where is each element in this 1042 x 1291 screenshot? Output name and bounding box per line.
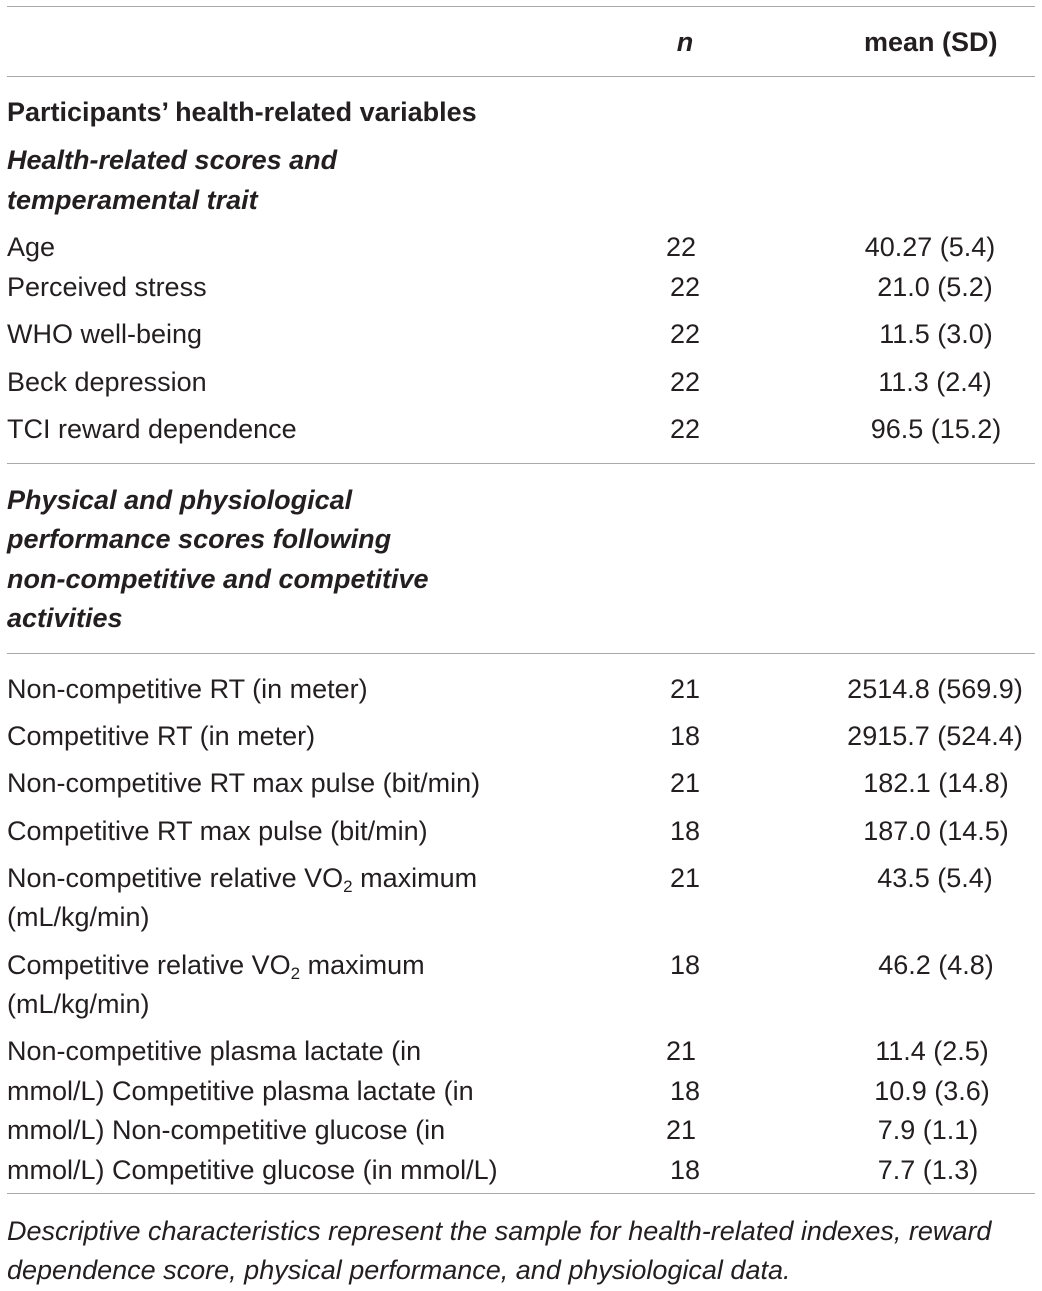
row-n: 21 (665, 1115, 697, 1145)
row-mean: 46.2 (4.8) (878, 950, 994, 980)
row-n: 18 (669, 1076, 701, 1106)
lactate-label-line2: mmol/L) Competitive plasma lactate (in (7, 1076, 474, 1106)
row-n: 22 (669, 414, 701, 444)
row-label: Non-competitive RT (in meter) (7, 674, 368, 704)
row-label-unit: (mL/kg/min) (7, 902, 150, 932)
column-header-mean: mean (SD) (864, 27, 998, 57)
row-n: 22 (669, 319, 701, 349)
column-header-n: n (676, 27, 694, 57)
lactate-label-line1: Non-competitive plasma lactate (in (7, 1036, 422, 1066)
row-n: 22 (665, 232, 697, 262)
row-mean: 96.5 (15.2) (870, 414, 1002, 444)
header-rule (7, 76, 1035, 77)
row-label: Age (7, 232, 56, 262)
row-label: Perceived stress (7, 272, 207, 302)
row-n: 21 (665, 1036, 697, 1066)
table-footnote: Descriptive characteristics represent the sample for health-related indexes, reward dependence score, physical performance, and physiological data. (7, 1216, 992, 1285)
row-label: Competitive RT max pulse (bit/min) (7, 816, 428, 846)
row-label: WHO well-being (7, 319, 203, 349)
row-label-unit: (mL/kg/min) (7, 989, 150, 1019)
row-label: Competitive relative $VO_2$ maximum (7, 950, 425, 983)
section2-heading-line3: non-competitive and competitive (7, 564, 429, 594)
section-subtitle-line2: temperamental trait (7, 185, 258, 215)
row-mean: 7.7 (1.3) (877, 1155, 979, 1185)
row-label: Non-competitive relative $VO_2$ maximum (7, 863, 478, 896)
row-mean: 43.5 (5.4) (877, 863, 993, 893)
lactate-label-line3: mmol/L) Non-competitive glucose (in (7, 1115, 446, 1145)
bottom-rule (7, 1193, 1035, 1194)
row-label: Non-competitive RT max pulse (bit/min) (7, 768, 481, 798)
row-n: 18 (669, 816, 701, 846)
section2-rule (7, 653, 1035, 654)
row-n: 22 (669, 367, 701, 397)
row-mean: 11.3 (2.4) (878, 367, 992, 397)
row-mean: 11.4 (2.5) (875, 1036, 989, 1066)
row-mean: 11.5 (3.0) (879, 319, 993, 349)
section2-heading-line2: performance scores following (7, 524, 392, 554)
row-n: 18 (669, 721, 701, 751)
row-n: 21 (669, 863, 701, 893)
row-label: TCI reward dependence (7, 414, 297, 444)
lactate-label-line4: mmol/L) Competitive glucose (in mmol/L) (7, 1155, 498, 1185)
row-mean: 2514.8 (569.9) (847, 674, 1023, 704)
row-mean: 21.0 (5.2) (877, 272, 993, 302)
row-mean: 182.1 (14.8) (863, 768, 1009, 798)
row-n: 22 (669, 272, 701, 302)
row-mean: 10.9 (3.6) (874, 1076, 990, 1106)
row-n: 21 (669, 674, 701, 704)
section-subtitle-line1: Health-related scores and (7, 145, 338, 175)
row-n: 18 (669, 1155, 701, 1185)
row-mean: 187.0 (14.5) (863, 816, 1009, 846)
section-title: Participants’ health-related variables (7, 97, 477, 127)
section2-heading-line4: activities (7, 603, 123, 633)
section2-heading-line1: Physical and physiological (7, 485, 353, 515)
top-rule (7, 6, 1035, 7)
row-label: Beck depression (7, 367, 207, 397)
row-mean: 7.9 (1.1) (877, 1115, 979, 1145)
section-rule (7, 463, 1035, 464)
row-n: 21 (669, 768, 701, 798)
row-mean: 40.27 (5.4) (864, 232, 996, 262)
row-n: 18 (669, 950, 701, 980)
row-label: Competitive RT (in meter) (7, 721, 316, 751)
row-mean: 2915.7 (524.4) (847, 721, 1023, 751)
